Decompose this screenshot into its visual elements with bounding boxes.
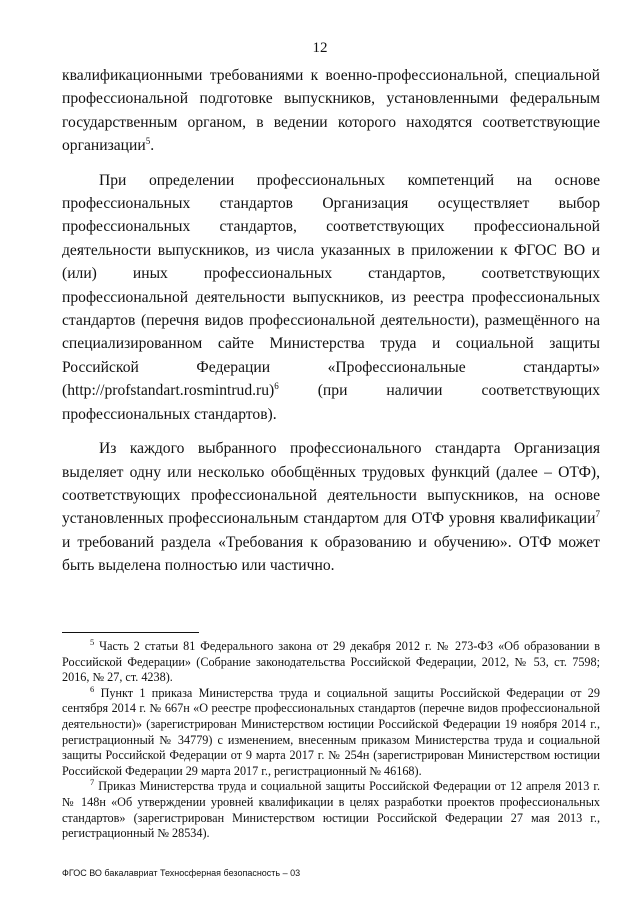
- footnote-6: $^6$ Пункт 1 приказа Министерства труда и социальной защиты Российской Федерации от 29 сентября 2014 г. № 667н «О реестре профессиональных стандартов (перечне видов профессиональной деятельности)» (зарегистрирован Министерством юстиции Российской Федерации 19 ноября 2014 г., регистрационный № 34779) с изменением, внесенным приказом Министерства труда и социальной защиты Российской Федерации от 9 марта 2017 г. № 254н (зарегистрирован Министерством юстиции Российской Федерации 29 марта 2017 г., регистрационный № 46168).: [62, 683, 600, 778]
- footnote-5: $^5$ Часть 2 статьи 81 Федерального закона от 29 декабря 2012 г. № 273-ФЗ «Об образовании в Российской Федерации» (Собрание законодательства Российской Федерации, 2012, № 53, ст. 7598; 2016, № 27, ст. 4238).: [62, 636, 600, 685]
- page-number: 12: [312, 40, 328, 56]
- paragraph-continuation: квалификационными требованиями к военно-профессиональной, специальной профессиональной подготовке выпускников, установленными федеральным государственным органом, в ведении которого находятся соответствующие организации$^5$.: [62, 67, 600, 155]
- paragraph-professional-competencies: При определении профессиональных компетенций на основе профессиональных стандартов Организация осуществляет выбор профессиональных стандартов, соответствующих профессиональной деятельности выпускников, из числа указанных в приложении к ФГОС ВО и (или) иных профессиональных стандартов, соответствующих профессиональной деятельности выпускников, из реестра профессиональных стандартов (перечня видов профессиональной деятельности), размещённого на специализированном сайте Министерства труда и социальной защиты Российской Федерации «Профессиональные стандарты» (http://profstandart.rosmintrud.ru)$^6$ (при наличии соответствующих профессиональных стандартов).: [62, 171, 600, 423]
- footnotes-section: [62, 632, 600, 842]
- footnote-ref-6[interactable]: 6: [274, 381, 279, 392]
- page-footer: ФГОС ВО бакалавриат Техносферная безопасность – 03: [62, 868, 301, 878]
- footnote-7: $^7$ Приказ Министерства труда и социальной защиты Российской Федерации от 12 апреля 2013 г. № 148н «Об утверждении уровней квалификации в целях разработки проектов профессиональных стандартов» (зарегистрирован Министерством юстиции Российской Федерации 27 мая 2013 г., регистрационный № 28534).: [62, 777, 600, 841]
- paragraph-labor-functions: Из каждого выбранного профессионального стандарта Организация выделяет одну или несколько обобщённых трудовых функций (далее – ОТФ), соответствующих профессиональной деятельности выпускников, на основе установленных профессиональным стандартом для ОТФ уровня квалификации$^7$ и требований раздела «Требования к образованию и обучению». ОТФ может быть выделена полностью или частично.: [62, 440, 600, 575]
- footnote-ref-7[interactable]: 7: [595, 509, 600, 520]
- body-text: [62, 64, 600, 589]
- footnote-divider: [62, 632, 199, 633]
- footnote-ref-5[interactable]: 5: [145, 136, 151, 147]
